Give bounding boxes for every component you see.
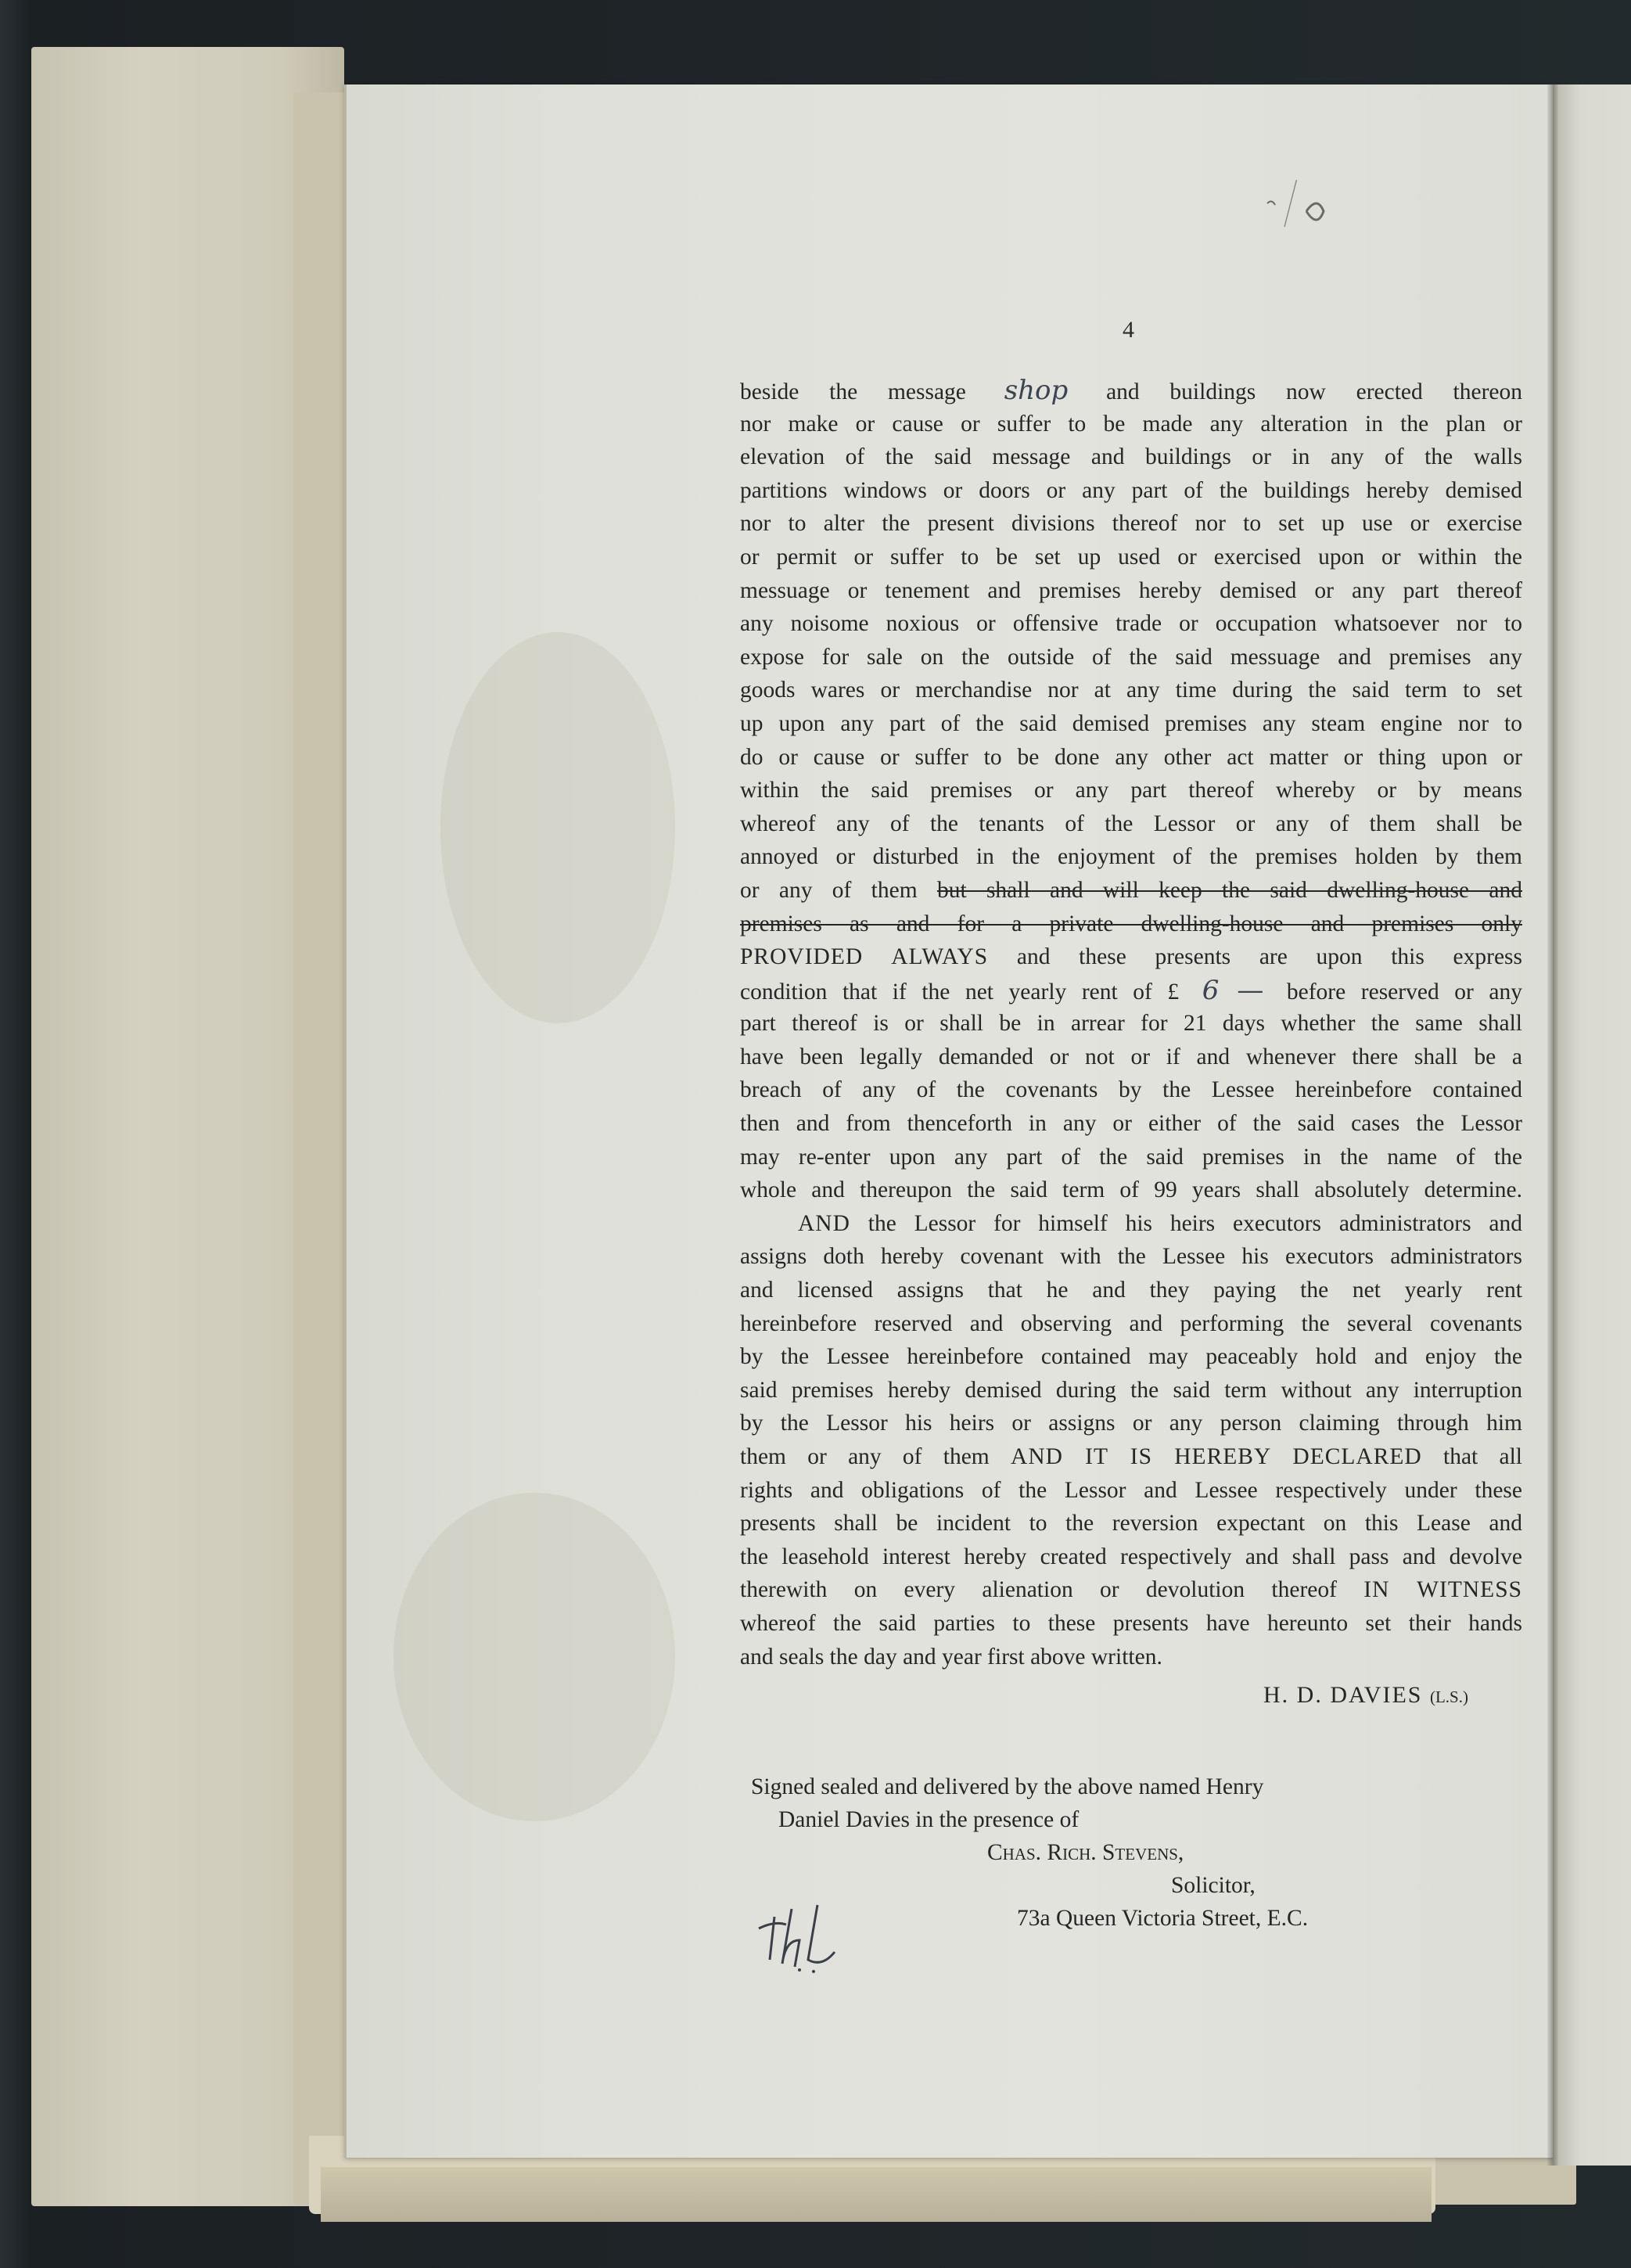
text-span: presents shall be incident to the reversion expectant on this Lease and [740,1511,1522,1537]
text-span: and buildings now erected thereon [1106,379,1522,404]
text-line [740,741,1522,775]
text-span: before reserved or any [1286,979,1522,1005]
text-line [740,940,1522,974]
text-span: the Lessor for himself his heirs executors administrators and [868,1210,1523,1236]
text-span: have been legally demanded or not or if and whenever there shall be a [740,1044,1522,1069]
text-span: therewith on every alienation or devolution thereof [740,1577,1364,1603]
text-line [740,1174,1522,1207]
text-span: AND [798,1210,850,1236]
paper-stain [393,1493,675,1821]
text-span: do or cause or suffer to be done any other act matter or thing upon or [740,744,1522,770]
text-line [740,1474,1522,1508]
text-span: and licensed assigns that he and they paying the net yearly rent [740,1278,1522,1303]
text-span: that all [1443,1444,1522,1469]
text-span: and seals the day and year first above written. [740,1644,1162,1670]
text-line [740,674,1522,707]
text-span: or any of them [740,877,918,903]
text-line [740,1007,1522,1041]
text-line [740,1274,1522,1307]
text-line [740,1507,1522,1540]
text-line [740,840,1522,874]
text-line [740,474,1522,508]
text-span: whereof any of the tenants of the Lessor or any of them shall be [740,811,1522,836]
text-span: breach of any of the covenants by the Lessee hereinbefore contained [740,1077,1522,1103]
text-span: them or any of them [740,1444,1011,1469]
text-span: by the Lessor his heirs or assigns or any person claiming through him [740,1411,1522,1436]
text-line [740,1141,1522,1174]
text-line [740,1240,1522,1274]
attestation-line-2: Daniel Davies in the presence of [778,1807,1080,1832]
text-line [740,707,1522,741]
text-span: beside the message [740,379,966,404]
text-span: within the said premises or any part thereof whereby or by means [740,778,1522,803]
right-page-edge [1553,84,1631,2166]
seal-mark: (L.S.) [1429,1688,1468,1706]
text-span: messuage or tenement and premises hereby demised or any part thereof [740,577,1522,603]
text-line [740,541,1522,574]
text-line [740,1307,1522,1341]
lessor-signature [1263,1682,1468,1709]
attestation-line-1: Signed sealed and delivered by the above named Henry [751,1774,1264,1799]
text-line [740,774,1522,807]
text-span: goods wares or merchandise nor at any time during the said term to set [740,678,1522,703]
text-span: assigns doth hereby covenant with the Lessee his executors administrators [740,1244,1522,1270]
text-span: or permit or suffer to be set up used or exercised upon or within the [740,544,1522,570]
text-span: partitions windows or doors or any part of the buildings hereby demised [740,477,1522,503]
text-span: said premises hereby demised during the said term without any interruption [740,1377,1522,1403]
text-line [740,1540,1522,1574]
text-line [740,1041,1522,1074]
text-line [740,1207,1522,1241]
handwritten-insertion: shop [1004,375,1069,406]
text-span: by the Lessee hereinbefore contained may peaceably hold and enjoy the [740,1344,1522,1370]
text-span: part thereof is or shall be in arrear for 21 days whether the same shall [740,1011,1522,1037]
text-span: AND IT IS HEREBY DECLARED [1011,1444,1422,1469]
text-line [740,908,1522,941]
text-line [740,1073,1522,1107]
torn-page-edge [321,2167,1432,2222]
text-line [740,874,1522,908]
struck-text: premises as and for a private dwelling-house and premises only [740,911,1522,936]
text-line [740,1340,1522,1374]
handwritten-initials [751,1893,860,1979]
lease-body-text [740,374,1522,1673]
text-span: PROVIDED ALWAYS [740,944,989,970]
text-span: then and from thenceforth in any or either of the said cases the Lessor [740,1111,1522,1137]
text-line [740,974,1522,1008]
text-span: the leasehold interest hereby created respectively and shall pass and devolve [740,1544,1522,1569]
text-line [740,641,1522,674]
text-span: whereof the said parties to these presents have hereunto set their hands [740,1610,1522,1636]
pencil-mark [1252,180,1338,250]
text-span: expose for sale on the outside of the said messuage and premises any [740,644,1522,670]
text-line [740,507,1522,541]
text-span: hereinbefore reserved and observing and performing the several covenants [740,1310,1522,1336]
text-line [740,1641,1522,1674]
text-span: nor to alter the present divisions thereof nor to set up use or exercise [740,511,1522,537]
paper-stain [440,632,675,1023]
text-span: nor make or cause or suffer to be made any alteration in the plan or [740,411,1522,437]
struck-text: but shall and will keep the said dwelling-house and [936,877,1523,903]
text-span: may re-enter upon any part of the said premises in the name of the [740,1144,1522,1170]
text-span: any noisome noxious or offensive trade or occupation whatsoever nor to [740,611,1522,637]
text-line [740,574,1522,608]
text-line [740,807,1522,841]
text-span: condition that if the net yearly rent of £ [740,979,1180,1005]
text-span: annoyed or disturbed in the enjoyment of the premises holden by them [740,844,1522,870]
text-line [740,408,1522,441]
text-line [740,1374,1522,1407]
text-span: IN WITNESS [1363,1577,1523,1603]
text-line [740,1407,1522,1440]
text-span: up upon any part of the said demised premises any steam engine nor to [740,710,1522,736]
page-gutter [1547,84,1558,2166]
handwritten-insertion: 6 — [1202,974,1264,1006]
text-span: elevation of the said message and buildings or in any of the walls [740,444,1522,470]
page-number: 4 [1123,317,1134,343]
text-line [740,1573,1522,1607]
witness-name: Chas. Rich. Stevens, [987,1840,1184,1865]
text-line [740,1107,1522,1141]
witness-title: Solicitor, [1171,1873,1256,1898]
signature-name: H. D. DAVIES [1263,1682,1423,1708]
text-line [740,607,1522,641]
text-line [740,440,1522,474]
text-span: whole and thereupon the said term of 99 years shall absolutely determine. [740,1177,1522,1203]
text-line [740,1440,1522,1474]
text-line [740,374,1522,408]
text-span: rights and obligations of the Lessor and Lessee respectively under these [740,1477,1522,1503]
text-line [740,1607,1522,1641]
text-span: and these presents are upon this express [1016,944,1522,970]
witness-address: 73a Queen Victoria Street, E.C. [1017,1906,1309,1931]
